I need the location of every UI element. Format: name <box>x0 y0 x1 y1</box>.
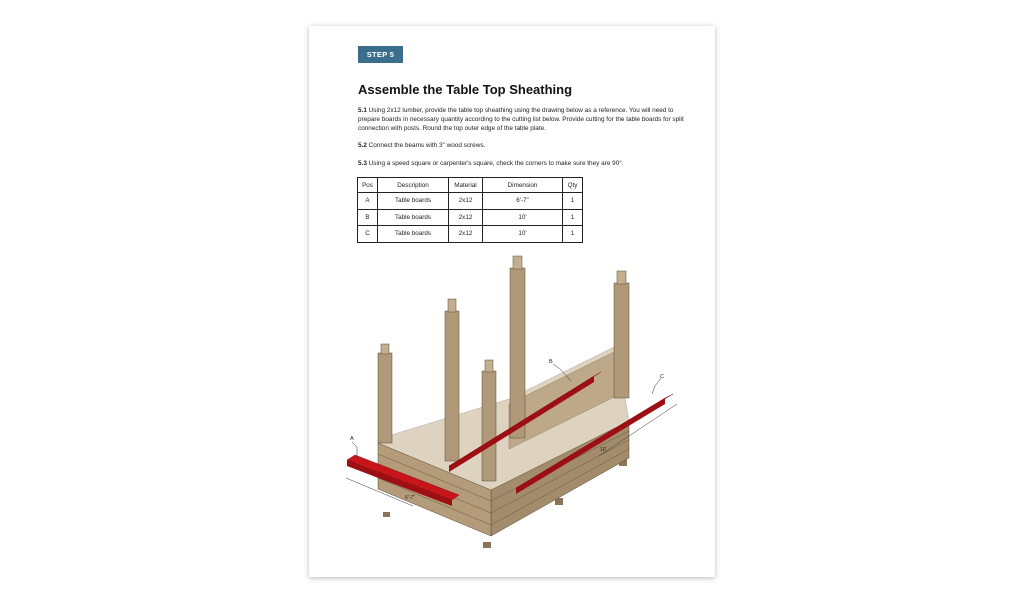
post <box>510 268 525 438</box>
cell-pos: A <box>358 193 378 210</box>
foot-block <box>383 512 390 517</box>
cell-material: 2x12 <box>449 193 483 210</box>
label-a: A <box>350 436 354 442</box>
header-pos: Pos <box>358 178 378 193</box>
cell-qty: 1 <box>563 209 583 226</box>
post-tenon <box>617 271 626 284</box>
document-page <box>309 26 715 577</box>
cell-description: Table boards <box>378 193 449 210</box>
cell-qty: 1 <box>563 226 583 243</box>
post-tenon <box>485 360 493 372</box>
instruction-text: Connect the beams with 3" wood screws. <box>368 142 486 149</box>
instruction-number: 5.3 <box>358 160 367 167</box>
cell-dimension: 10' <box>483 226 563 243</box>
label-c: C <box>660 374 664 380</box>
cell-qty: 1 <box>563 193 583 210</box>
post-tenon <box>381 344 389 354</box>
instruction-number: 5.1 <box>358 107 367 114</box>
page-title: Assemble the Table Top Sheathing <box>358 82 573 97</box>
step-badge: STEP 5 <box>358 46 403 63</box>
cell-pos: C <box>358 226 378 243</box>
dimension-c: 10' <box>600 447 607 453</box>
header-dimension: Dimension <box>483 178 563 193</box>
cell-pos: B <box>358 209 378 226</box>
cell-dimension: 10' <box>483 209 563 226</box>
header-material: Material <box>449 178 483 193</box>
assembly-drawing <box>309 26 715 577</box>
instruction-text: Using a speed square or carpenter's square, check the corners to make sure they are 90°. <box>368 160 624 167</box>
label-b: B <box>549 359 553 365</box>
post <box>445 311 459 461</box>
cell-description: Table boards <box>378 226 449 243</box>
cell-material: 2x12 <box>449 209 483 226</box>
header-description: Description <box>378 178 449 193</box>
post-tenon <box>513 256 522 269</box>
instruction-text: Using 2x12 lumber, provide the table top sheathing using the drawing below as a reference. You will need to prepare boards in necessary quantity according to the cutting list below. Provide cutting for the table boards for split connection with posts. Round the top outer edge of the table plate. <box>358 107 684 132</box>
cell-dimension: 6'-7" <box>483 193 563 210</box>
cell-material: 2x12 <box>449 226 483 243</box>
post <box>482 371 496 481</box>
header-qty: Qty <box>563 178 583 193</box>
instruction-number: 5.2 <box>358 142 367 149</box>
post <box>614 283 629 398</box>
cell-description: Table boards <box>378 209 449 226</box>
post <box>378 353 392 443</box>
dimension-a: 6'-7" <box>405 495 415 501</box>
post-tenon <box>448 299 456 312</box>
foot-block <box>483 542 491 548</box>
